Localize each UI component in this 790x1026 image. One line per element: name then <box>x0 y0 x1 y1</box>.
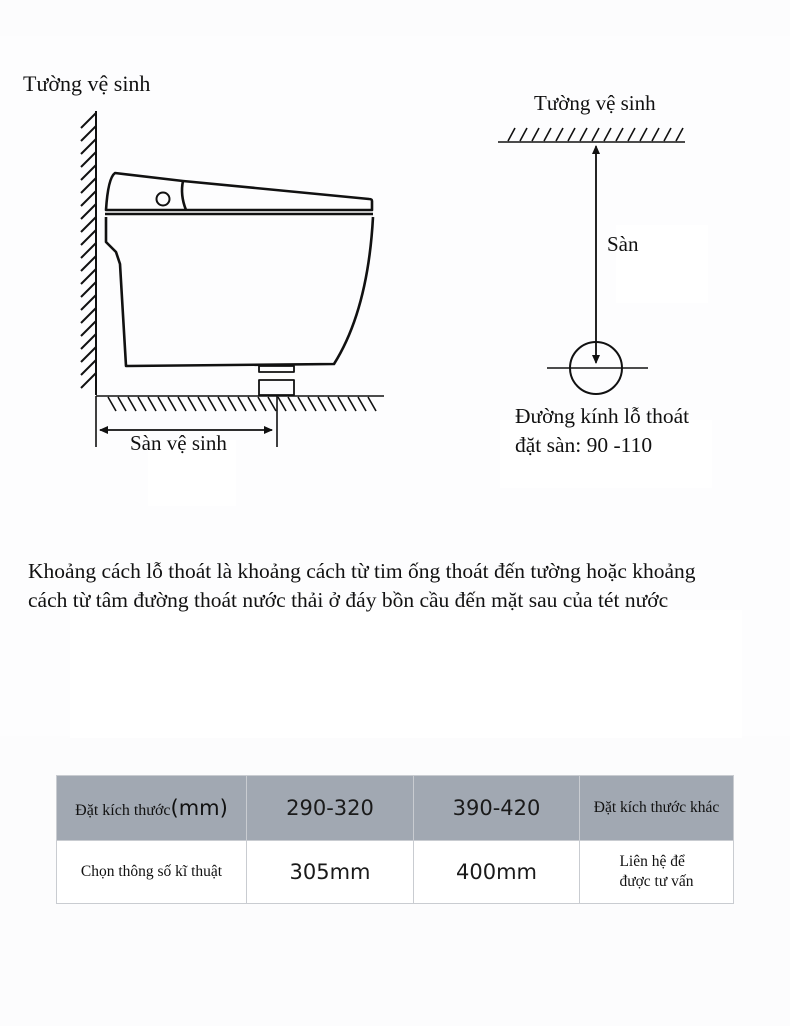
description-line-2: cách từ tâm đường thoát nước thải ở đáy bồn cầu đến mặt sau của tét nước <box>28 588 669 612</box>
left-wall-label: Tường vệ sinh <box>23 71 151 96</box>
row-cell-contact <box>580 841 734 904</box>
floor-dimension-label: Sàn vệ sinh <box>130 431 227 455</box>
description-paragraph <box>28 557 788 615</box>
row-label-cell: Chọn thông số kĩ thuật <box>57 841 247 904</box>
row-cell-305mm: 305mm <box>247 841 414 904</box>
right-wall-label: Tường vệ sinh <box>534 91 656 115</box>
contact-text: Liên hệ để được tư vấn <box>619 853 694 890</box>
drain-diameter-line2: đặt sàn: 90 -110 <box>515 433 653 457</box>
distance-label: Sàn <box>607 232 639 256</box>
header-label-unit: (mm) <box>170 796 228 820</box>
header-cell-custom: Đặt kích thước khác <box>580 776 734 841</box>
description-line-1: Khoảng cách lỗ thoát là khoảng cách từ tim ống thoát đến tường hoặc khoảng <box>28 559 696 583</box>
header-label-cell <box>57 776 247 841</box>
drain-hole-icon <box>547 342 648 394</box>
top-wall-hatch-icon <box>498 128 685 142</box>
background-patch <box>70 610 742 738</box>
header-cell-290-320: 290-320 <box>247 776 414 841</box>
table-header-row <box>57 776 734 841</box>
floor-hatch-icon <box>96 396 384 411</box>
header-label-text: Đặt kích thước <box>75 802 171 819</box>
drain-diameter-line1: Đường kính lỗ thoát <box>515 404 690 428</box>
header-cell-390-420: 390-420 <box>414 776 580 841</box>
toilet-outline-icon <box>105 173 373 395</box>
wall-hatch-icon <box>81 111 96 395</box>
row-cell-400mm: 400mm <box>414 841 580 904</box>
spec-table <box>56 775 734 904</box>
table-row <box>57 841 734 904</box>
